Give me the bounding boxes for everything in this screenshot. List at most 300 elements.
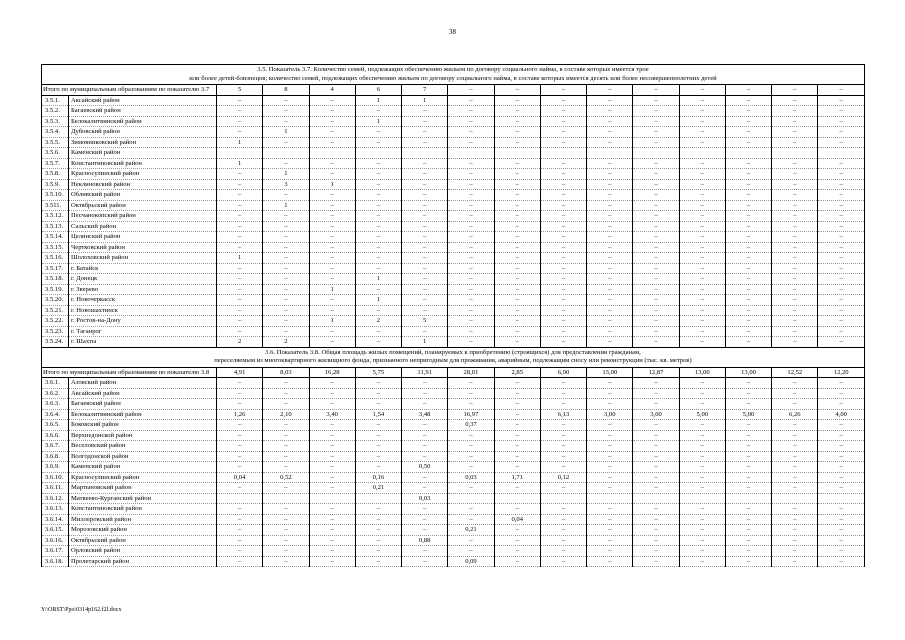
value-cell: –: [587, 169, 633, 180]
value-cell: –: [263, 483, 309, 494]
section-title-line: переселяемым из многоквартирного жилищного фонда, признанного непригодным для проживания, аварийным, подлежащим сносу или реконструкции (тыс. кв. метров): [214, 357, 692, 364]
value-cell: –: [633, 95, 679, 106]
table-row: [42, 514, 865, 525]
value-cell: –: [725, 169, 771, 180]
value-cell: –: [633, 211, 679, 222]
value-cell: –: [679, 221, 725, 232]
value-cell: –: [448, 430, 494, 441]
value-cell: 6,13: [540, 409, 586, 420]
value-cell: –: [217, 388, 263, 399]
value-cell: –: [494, 284, 540, 295]
value-cell: –: [402, 420, 448, 431]
value-cell: –: [217, 305, 263, 316]
value-cell: 1: [309, 179, 355, 190]
value-cell: –: [587, 295, 633, 306]
value-cell: 1: [309, 284, 355, 295]
row-number: 3.6.12.: [42, 493, 69, 504]
value-cell: 0,50: [402, 462, 448, 473]
value-cell: –: [725, 316, 771, 327]
table-row: [42, 388, 865, 399]
value-cell: 0,04: [217, 472, 263, 483]
value-cell: –: [587, 200, 633, 211]
value-cell: –: [633, 556, 679, 567]
value-cell: –: [679, 211, 725, 222]
value-cell: –: [633, 535, 679, 546]
total-value-cell: 12,52: [772, 367, 818, 378]
value-cell: –: [263, 441, 309, 452]
value-cell: –: [494, 179, 540, 190]
section-title: [42, 65, 865, 85]
value-cell: –: [355, 546, 401, 557]
value-cell: –: [540, 274, 586, 285]
value-cell: –: [540, 451, 586, 462]
municipality-name: Чертковский район: [69, 242, 217, 253]
value-cell: –: [818, 274, 864, 285]
value-cell: –: [679, 106, 725, 117]
value-cell: –: [309, 504, 355, 515]
value-cell: –: [772, 430, 818, 441]
value-cell: –: [217, 242, 263, 253]
total-value-cell: 4,91: [217, 367, 263, 378]
value-cell: 1: [217, 253, 263, 264]
value-cell: –: [772, 169, 818, 180]
value-cell: –: [818, 284, 864, 295]
value-cell: –: [772, 295, 818, 306]
value-cell: –: [587, 388, 633, 399]
value-cell: –: [540, 221, 586, 232]
value-cell: –: [540, 305, 586, 316]
value-cell: –: [448, 253, 494, 264]
municipality-name: Неклиновский район: [69, 179, 217, 190]
table-row: [42, 378, 865, 389]
value-cell: –: [725, 337, 771, 348]
value-cell: –: [725, 483, 771, 494]
value-cell: [818, 493, 864, 504]
value-cell: –: [772, 451, 818, 462]
value-cell: –: [725, 179, 771, 190]
value-cell: 0,21: [355, 483, 401, 494]
value-cell: –: [772, 263, 818, 274]
value-cell: –: [263, 190, 309, 201]
municipality-name: г. Шахты: [69, 337, 217, 348]
value-cell: –: [355, 106, 401, 117]
municipality-name: Пролетарский район: [69, 556, 217, 567]
value-cell: –: [494, 337, 540, 348]
municipality-name: г. Ростов-на-Дону: [69, 316, 217, 327]
value-cell: –: [633, 462, 679, 473]
file-path-footer: Y:\ORST\Ppo\0314p162.f2l.docx: [41, 607, 122, 613]
value-cell: –: [818, 483, 864, 494]
value-cell: –: [494, 504, 540, 515]
value-cell: –: [725, 305, 771, 316]
value-cell: [355, 148, 401, 159]
municipality-name: Каменский район: [69, 462, 217, 473]
row-number: 3.6.13.: [42, 504, 69, 515]
value-cell: –: [263, 211, 309, 222]
value-cell: –: [679, 451, 725, 462]
value-cell: –: [309, 430, 355, 441]
value-cell: 2,10: [263, 409, 309, 420]
table-row: [42, 148, 865, 159]
table-row: [42, 483, 865, 494]
table-row: [42, 232, 865, 243]
value-cell: –: [402, 137, 448, 148]
value-cell: –: [540, 295, 586, 306]
value-cell: –: [448, 106, 494, 117]
value-cell: [448, 493, 494, 504]
value-cell: –: [494, 316, 540, 327]
value-cell: –: [725, 211, 771, 222]
table-row: [42, 169, 865, 180]
value-cell: –: [309, 242, 355, 253]
value-cell: 5,00: [725, 409, 771, 420]
value-cell: –: [772, 316, 818, 327]
value-cell: –: [725, 472, 771, 483]
value-cell: –: [448, 295, 494, 306]
row-number: 3.6.8.: [42, 451, 69, 462]
value-cell: –: [263, 253, 309, 264]
municipality-name: Багаевский район: [69, 106, 217, 117]
value-cell: –: [725, 441, 771, 452]
value-cell: –: [679, 158, 725, 169]
municipality-name: Константиновский район: [69, 158, 217, 169]
value-cell: –: [633, 441, 679, 452]
value-cell: –: [818, 514, 864, 525]
row-number: 3.5.3.: [42, 116, 69, 127]
value-cell: –: [448, 337, 494, 348]
value-cell: –: [818, 504, 864, 515]
value-cell: [725, 148, 771, 159]
total-value-cell: 13,00: [679, 367, 725, 378]
value-cell: 1: [402, 337, 448, 348]
value-cell: 16,97: [448, 409, 494, 420]
section-header: [42, 65, 865, 85]
value-cell: –: [772, 326, 818, 337]
row-number: 3.5.15.: [42, 242, 69, 253]
value-cell: –: [818, 169, 864, 180]
value-cell: –: [679, 232, 725, 243]
value-cell: –: [540, 211, 586, 222]
municipality-name: Белокалитвинский район: [69, 409, 217, 420]
value-cell: –: [725, 451, 771, 462]
value-cell: –: [494, 190, 540, 201]
municipality-name: Обливский район: [69, 190, 217, 201]
value-cell: 1: [263, 127, 309, 138]
value-cell: –: [540, 326, 586, 337]
value-cell: –: [540, 337, 586, 348]
value-cell: [633, 493, 679, 504]
value-cell: –: [587, 399, 633, 410]
row-number: 3.5.7.: [42, 158, 69, 169]
value-cell: –: [540, 514, 586, 525]
value-cell: –: [217, 190, 263, 201]
value-cell: –: [633, 430, 679, 441]
municipality-name: Аксайский район: [69, 95, 217, 106]
row-number: 3.5.19.: [42, 284, 69, 295]
value-cell: [633, 148, 679, 159]
value-cell: –: [633, 232, 679, 243]
value-cell: –: [263, 95, 309, 106]
value-cell: –: [679, 169, 725, 180]
value-cell: –: [494, 326, 540, 337]
value-cell: [679, 148, 725, 159]
value-cell: 1: [263, 200, 309, 211]
value-cell: –: [448, 316, 494, 327]
value-cell: [772, 148, 818, 159]
value-cell: –: [679, 388, 725, 399]
value-cell: –: [818, 378, 864, 389]
value-cell: –: [355, 337, 401, 348]
value-cell: –: [448, 127, 494, 138]
value-cell: [494, 493, 540, 504]
row-number: 3.6.11.: [42, 483, 69, 494]
value-cell: –: [402, 556, 448, 567]
value-cell: –: [402, 169, 448, 180]
value-cell: –: [217, 200, 263, 211]
value-cell: –: [818, 179, 864, 190]
value-cell: –: [494, 169, 540, 180]
value-cell: –: [494, 535, 540, 546]
value-cell: –: [448, 378, 494, 389]
value-cell: 1,71: [494, 472, 540, 483]
table-row: [42, 556, 865, 567]
value-cell: –: [448, 211, 494, 222]
value-cell: –: [402, 305, 448, 316]
value-cell: –: [633, 295, 679, 306]
value-cell: –: [540, 399, 586, 410]
row-number: 3.6.1.: [42, 378, 69, 389]
row-number: 3.6.7.: [42, 441, 69, 452]
value-cell: –: [402, 232, 448, 243]
value-cell: –: [448, 399, 494, 410]
value-cell: –: [448, 200, 494, 211]
value-cell: –: [355, 158, 401, 169]
row-number: 3.5.1.: [42, 95, 69, 106]
value-cell: 1,54: [355, 409, 401, 420]
value-cell: –: [540, 169, 586, 180]
value-cell: –: [402, 388, 448, 399]
value-cell: –: [263, 106, 309, 117]
value-cell: –: [587, 483, 633, 494]
total-value-cell: –: [633, 85, 679, 96]
value-cell: –: [309, 514, 355, 525]
municipality-name: Орловский район: [69, 546, 217, 557]
value-cell: –: [679, 305, 725, 316]
value-cell: –: [633, 337, 679, 348]
value-cell: –: [540, 556, 586, 567]
indicator-table: [41, 64, 865, 567]
value-cell: –: [679, 378, 725, 389]
value-cell: –: [725, 420, 771, 431]
value-cell: –: [355, 179, 401, 190]
value-cell: –: [772, 546, 818, 557]
value-cell: –: [725, 242, 771, 253]
value-cell: –: [772, 158, 818, 169]
value-cell: –: [309, 399, 355, 410]
value-cell: –: [494, 253, 540, 264]
value-cell: –: [309, 546, 355, 557]
value-cell: –: [263, 546, 309, 557]
value-cell: –: [679, 274, 725, 285]
value-cell: –: [772, 116, 818, 127]
value-cell: –: [772, 337, 818, 348]
row-number: 3.5.22.: [42, 316, 69, 327]
value-cell: –: [679, 253, 725, 264]
value-cell: –: [494, 295, 540, 306]
value-cell: –: [540, 158, 586, 169]
value-cell: –: [309, 525, 355, 536]
value-cell: –: [540, 420, 586, 431]
value-cell: –: [309, 169, 355, 180]
value-cell: –: [679, 95, 725, 106]
value-cell: –: [633, 137, 679, 148]
value-cell: –: [263, 430, 309, 441]
value-cell: –: [309, 472, 355, 483]
value-cell: –: [540, 179, 586, 190]
value-cell: –: [217, 420, 263, 431]
value-cell: –: [818, 253, 864, 264]
value-cell: –: [217, 232, 263, 243]
value-cell: –: [818, 305, 864, 316]
value-cell: –: [448, 514, 494, 525]
total-value-cell: –: [587, 85, 633, 96]
value-cell: 1: [309, 316, 355, 327]
value-cell: 1,26: [217, 409, 263, 420]
value-cell: –: [818, 441, 864, 452]
value-cell: –: [587, 211, 633, 222]
value-cell: –: [679, 430, 725, 441]
municipality-name: г. Батайск: [69, 263, 217, 274]
total-value-cell: 8: [263, 85, 309, 96]
municipality-name: Матвеево-Курганский район: [69, 493, 217, 504]
value-cell: 3,00: [633, 409, 679, 420]
value-cell: –: [633, 179, 679, 190]
municipality-name: г. Таганрог: [69, 326, 217, 337]
value-cell: –: [309, 106, 355, 117]
value-cell: 2: [263, 337, 309, 348]
value-cell: –: [217, 169, 263, 180]
value-cell: –: [725, 430, 771, 441]
table-row: [42, 221, 865, 232]
value-cell: –: [309, 263, 355, 274]
value-cell: –: [633, 326, 679, 337]
value-cell: –: [725, 190, 771, 201]
value-cell: –: [772, 305, 818, 316]
value-cell: –: [494, 378, 540, 389]
value-cell: –: [633, 483, 679, 494]
municipality-name: Красносулинский район: [69, 169, 217, 180]
value-cell: –: [309, 127, 355, 138]
value-cell: –: [540, 242, 586, 253]
value-cell: –: [633, 451, 679, 462]
value-cell: –: [679, 190, 725, 201]
value-cell: –: [540, 430, 586, 441]
value-cell: –: [725, 221, 771, 232]
table-row: [42, 253, 865, 264]
value-cell: –: [633, 190, 679, 201]
value-cell: –: [818, 116, 864, 127]
value-cell: –: [818, 232, 864, 243]
value-cell: –: [679, 556, 725, 567]
value-cell: –: [402, 546, 448, 557]
value-cell: –: [540, 441, 586, 452]
value-cell: [494, 148, 540, 159]
value-cell: –: [818, 158, 864, 169]
value-cell: –: [402, 472, 448, 483]
value-cell: –: [263, 221, 309, 232]
value-cell: –: [633, 546, 679, 557]
value-cell: –: [772, 462, 818, 473]
value-cell: –: [217, 95, 263, 106]
value-cell: 1: [355, 95, 401, 106]
value-cell: –: [633, 388, 679, 399]
value-cell: –: [309, 232, 355, 243]
municipality-name: Белокалитвинский район: [69, 116, 217, 127]
value-cell: –: [217, 441, 263, 452]
value-cell: –: [633, 116, 679, 127]
value-cell: –: [725, 535, 771, 546]
value-cell: –: [679, 263, 725, 274]
section-title-line: или более детей-близнецов; количество семей, подлежащих обеспечению жильем по договору социального найма, в составе которых имеется десять или более несовершеннолетних детей: [189, 74, 717, 82]
row-number: 3.5.9.: [42, 179, 69, 190]
total-row: [42, 85, 865, 96]
value-cell: –: [402, 106, 448, 117]
value-cell: –: [448, 232, 494, 243]
municipality-name: Азовский район: [69, 378, 217, 389]
value-cell: –: [263, 462, 309, 473]
value-cell: –: [818, 556, 864, 567]
value-cell: –: [217, 295, 263, 306]
value-cell: –: [494, 221, 540, 232]
value-cell: 5,00: [679, 409, 725, 420]
section-header: [42, 347, 865, 367]
value-cell: –: [263, 274, 309, 285]
value-cell: –: [402, 451, 448, 462]
value-cell: –: [355, 462, 401, 473]
value-cell: –: [263, 388, 309, 399]
value-cell: –: [587, 472, 633, 483]
value-cell: –: [494, 200, 540, 211]
value-cell: –: [679, 295, 725, 306]
value-cell: 0,21: [448, 525, 494, 536]
value-cell: –: [448, 284, 494, 295]
value-cell: –: [818, 462, 864, 473]
table-row: [42, 472, 865, 483]
value-cell: –: [587, 337, 633, 348]
row-number: 3.6.18.: [42, 556, 69, 567]
value-cell: –: [540, 106, 586, 117]
municipality-name: Шолоховский район: [69, 253, 217, 264]
value-cell: –: [633, 263, 679, 274]
value-cell: –: [355, 127, 401, 138]
value-cell: 3,40: [309, 409, 355, 420]
table-row: [42, 190, 865, 201]
value-cell: –: [494, 232, 540, 243]
value-cell: –: [818, 200, 864, 211]
table-row: [42, 420, 865, 431]
value-cell: –: [679, 535, 725, 546]
value-cell: –: [355, 388, 401, 399]
table-row: [42, 337, 865, 348]
value-cell: –: [725, 200, 771, 211]
value-cell: –: [217, 316, 263, 327]
value-cell: –: [725, 127, 771, 138]
value-cell: –: [217, 127, 263, 138]
value-cell: 4,00: [818, 409, 864, 420]
row-number: 3.6.14.: [42, 514, 69, 525]
value-cell: –: [494, 525, 540, 536]
value-cell: –: [402, 525, 448, 536]
